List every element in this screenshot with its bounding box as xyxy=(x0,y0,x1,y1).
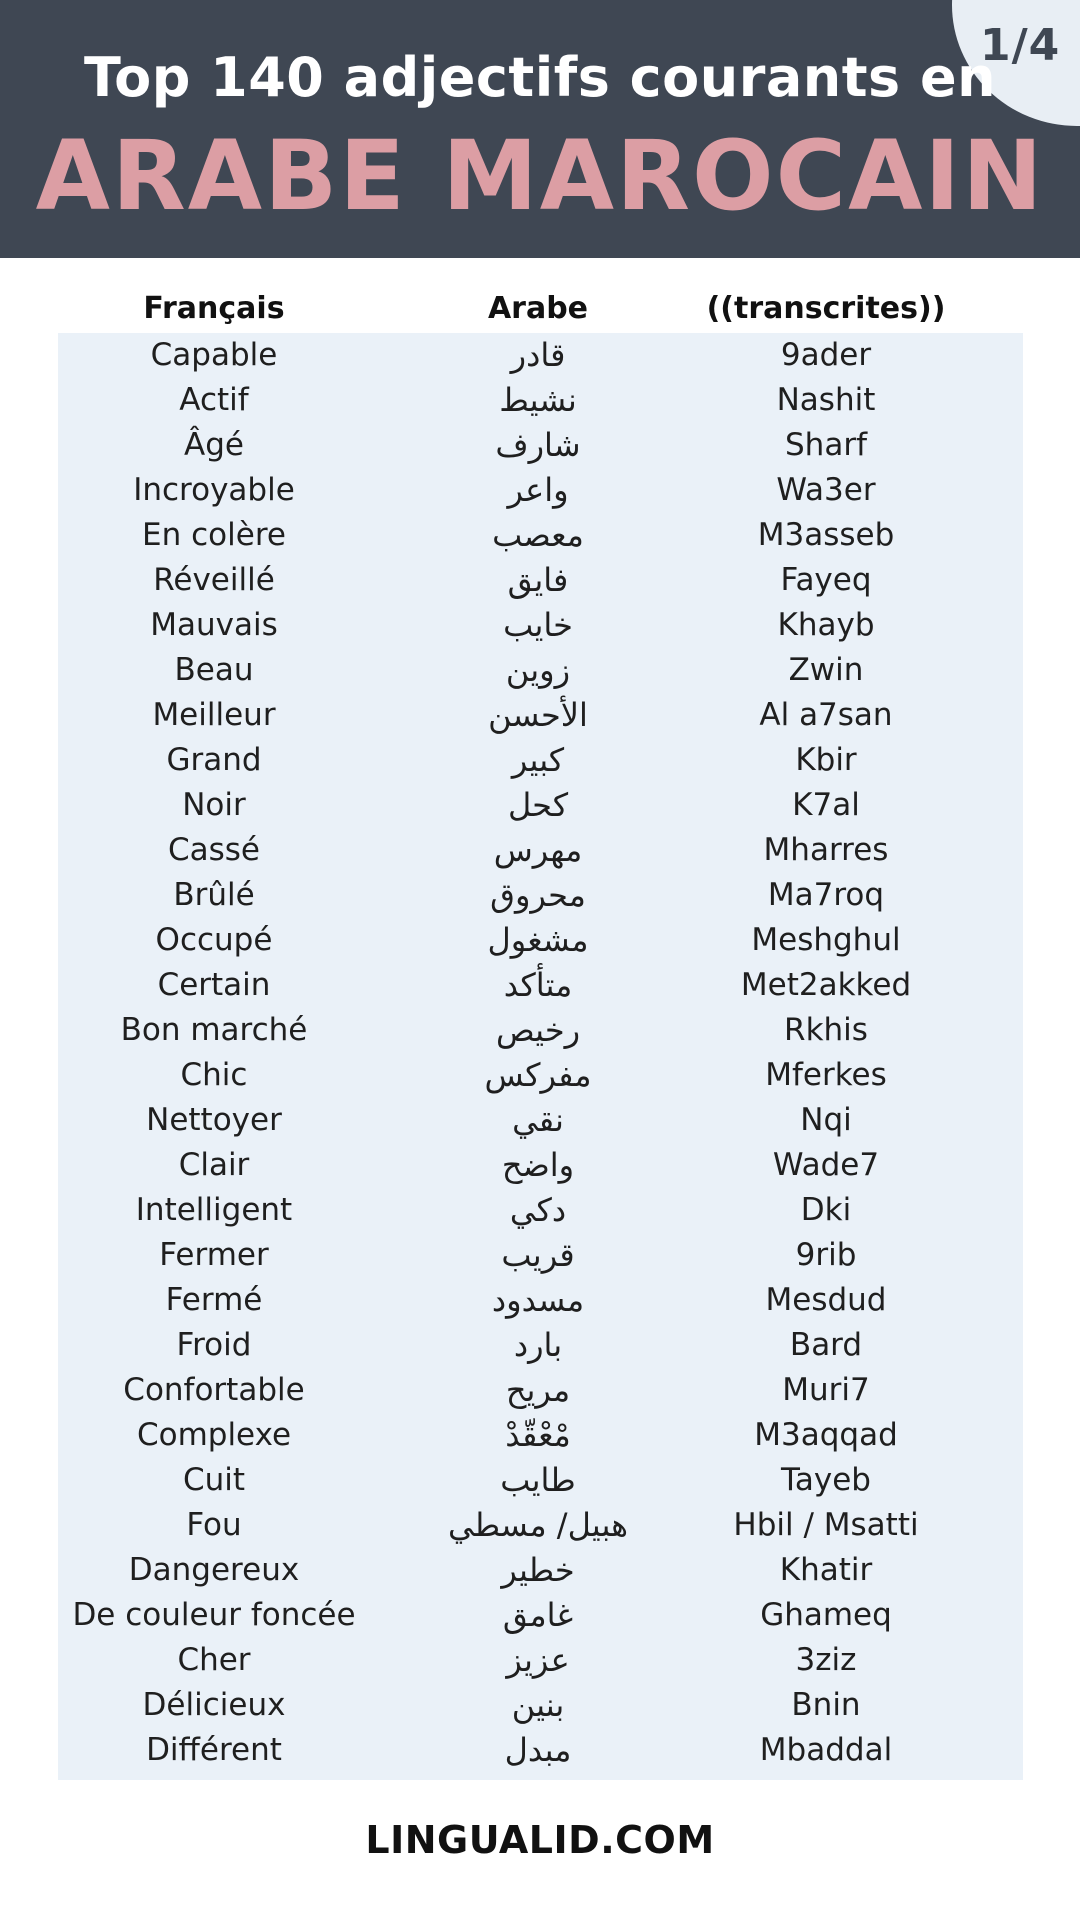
cell-francais: Incroyable xyxy=(133,472,295,508)
table-row xyxy=(0,738,1080,783)
cell-arabe: كحل xyxy=(507,786,569,824)
table-row xyxy=(0,1503,1080,1548)
cell-arabe: زوين xyxy=(505,651,571,689)
title-line-1: Top 140 adjectifs courants en xyxy=(83,46,997,109)
cell-arabe: الأحسن xyxy=(488,696,588,734)
cell-arabe: مفركس xyxy=(484,1056,592,1094)
cell-francais: Clair xyxy=(178,1147,250,1183)
cell-transcription: K7al xyxy=(792,787,860,823)
cell-arabe: قريب xyxy=(501,1236,575,1274)
table-row xyxy=(0,1323,1080,1368)
cell-arabe: عزيز xyxy=(506,1641,570,1679)
cell-francais: Cuit xyxy=(182,1462,246,1498)
cell-arabe: قادر xyxy=(510,336,566,374)
table-row xyxy=(0,1458,1080,1503)
table-row xyxy=(0,828,1080,873)
cell-arabe: طايب xyxy=(500,1461,576,1499)
cell-transcription: 9ader xyxy=(780,337,872,373)
cell-francais: Brûlé xyxy=(173,877,255,913)
table-row xyxy=(0,648,1080,693)
cell-transcription: Mferkes xyxy=(765,1057,887,1093)
cell-transcription: Mharres xyxy=(763,832,889,868)
cell-transcription: Nashit xyxy=(776,382,876,418)
table-row xyxy=(0,1683,1080,1728)
table-row xyxy=(0,1593,1080,1638)
cell-transcription: Mesdud xyxy=(765,1282,887,1318)
cell-francais: Certain xyxy=(157,967,271,1003)
table-row xyxy=(0,378,1080,423)
cell-transcription: Ghameq xyxy=(760,1597,892,1633)
footer-site-name: LINGUALID.COM xyxy=(365,1818,715,1862)
cell-francais: Fermer xyxy=(159,1237,269,1273)
cell-francais: Fermé xyxy=(165,1282,263,1318)
table-row xyxy=(0,1368,1080,1413)
column-header-francais: Français xyxy=(143,291,285,326)
table-row xyxy=(0,963,1080,1008)
cell-arabe: مشغول xyxy=(487,921,589,959)
cell-francais: Nettoyer xyxy=(146,1102,282,1138)
table-row xyxy=(0,1143,1080,1188)
cell-arabe: محروق xyxy=(490,876,586,914)
title-line-2: ARABE MAROCAIN xyxy=(35,120,1045,232)
cell-francais: Cher xyxy=(177,1642,251,1678)
table-row xyxy=(0,1188,1080,1233)
cell-francais: Différent xyxy=(146,1732,282,1768)
cell-francais: Dangereux xyxy=(128,1552,300,1588)
cell-francais: Mauvais xyxy=(150,607,278,643)
cell-transcription: Bnin xyxy=(791,1687,861,1723)
table-row xyxy=(0,693,1080,738)
cell-arabe: واضح xyxy=(501,1146,575,1184)
cell-arabe: هبيل/ مسطي xyxy=(448,1506,628,1544)
cell-francais: Bon marché xyxy=(120,1012,308,1048)
cell-transcription: Khayb xyxy=(777,607,875,643)
page-indicator: 1/4 xyxy=(980,20,1061,71)
table-row xyxy=(0,603,1080,648)
cell-francais: Délicieux xyxy=(142,1687,286,1723)
cell-transcription: Zwin xyxy=(788,652,864,688)
cell-arabe: معصب xyxy=(492,516,584,554)
cell-arabe: خايب xyxy=(503,606,573,644)
table-row xyxy=(0,423,1080,468)
table-row xyxy=(0,1548,1080,1593)
table-row xyxy=(0,513,1080,558)
column-header-arabe: Arabe xyxy=(487,291,589,326)
cell-arabe: غامق xyxy=(502,1596,574,1634)
cell-arabe: واعر xyxy=(507,471,569,509)
cell-transcription: Ma7roq xyxy=(767,877,885,913)
cell-transcription: 9rib xyxy=(795,1237,857,1273)
cell-arabe: خطير xyxy=(501,1551,575,1589)
cell-transcription: Dki xyxy=(800,1192,852,1228)
cell-francais: Capable xyxy=(150,337,278,373)
cell-transcription: Kbir xyxy=(795,742,857,778)
cell-francais: Chic xyxy=(180,1057,248,1093)
cell-transcription: M3aqqad xyxy=(754,1417,898,1453)
column-header-transcrites: ((transcrites)) xyxy=(706,291,946,326)
cell-francais: Réveillé xyxy=(153,562,275,598)
cell-francais: De couleur foncée xyxy=(72,1597,356,1633)
cell-arabe: مريح xyxy=(505,1371,571,1409)
cell-transcription: Wade7 xyxy=(772,1147,880,1183)
table-row xyxy=(0,1278,1080,1323)
cell-arabe: شارف xyxy=(495,426,581,464)
cell-transcription: Bard xyxy=(789,1327,863,1363)
cell-francais: Noir xyxy=(182,787,246,823)
cell-transcription: Khatir xyxy=(779,1552,873,1588)
table-row xyxy=(0,918,1080,963)
table-row xyxy=(0,873,1080,918)
cell-transcription: Fayeq xyxy=(780,562,872,598)
cell-francais: Intelligent xyxy=(135,1192,293,1228)
cell-arabe: مبدل xyxy=(504,1731,572,1769)
cell-transcription: Met2akked xyxy=(740,967,912,1003)
table-row xyxy=(0,468,1080,513)
table-row xyxy=(0,333,1080,378)
cell-francais: Cassé xyxy=(167,832,261,868)
table-row xyxy=(0,1008,1080,1053)
cell-transcription: Al a7san xyxy=(759,697,893,733)
cell-arabe: نقي xyxy=(512,1101,564,1139)
cell-francais: Complexe xyxy=(136,1417,292,1453)
cell-transcription: Hbil / Msatti xyxy=(733,1507,919,1543)
cell-transcription: Meshghul xyxy=(751,922,901,958)
cell-arabe: متأكد xyxy=(503,966,573,1004)
cell-francais: Grand xyxy=(166,742,262,778)
cell-transcription: Wa3er xyxy=(776,472,876,508)
cell-arabe: نشيط xyxy=(499,381,577,419)
cell-arabe: فايق xyxy=(507,561,569,599)
cell-transcription: Rkhis xyxy=(784,1012,868,1048)
cell-transcription: Mbaddal xyxy=(759,1732,893,1768)
table-row xyxy=(0,558,1080,603)
cell-transcription: Muri7 xyxy=(782,1372,870,1408)
cell-transcription: Nqi xyxy=(800,1102,852,1138)
table-row xyxy=(0,1638,1080,1683)
cell-arabe: مهرس xyxy=(493,831,583,869)
cell-arabe: مسدود xyxy=(491,1281,585,1319)
cell-transcription: M3asseb xyxy=(757,517,895,553)
cell-arabe: بنين xyxy=(511,1686,565,1724)
table-row xyxy=(0,1413,1080,1458)
cell-arabe: كبير xyxy=(511,741,565,779)
cell-francais: Beau xyxy=(174,652,254,688)
cell-francais: Meilleur xyxy=(152,697,276,733)
cell-arabe: دكي xyxy=(509,1191,567,1229)
cell-transcription: 3ziz xyxy=(795,1642,857,1678)
cell-francais: Confortable xyxy=(123,1372,305,1408)
cell-francais: Âgé xyxy=(184,427,244,463)
cell-arabe: مْعْقّدْ xyxy=(505,1416,571,1454)
cell-arabe: رخيص xyxy=(495,1011,581,1049)
table-row xyxy=(0,1053,1080,1098)
table-row xyxy=(0,1098,1080,1143)
vocabulary-table xyxy=(0,285,1080,1773)
cell-francais: Occupé xyxy=(155,922,273,958)
table-header-row xyxy=(0,285,1080,333)
cell-francais: En colère xyxy=(142,517,286,553)
table-row xyxy=(0,1233,1080,1278)
table-row xyxy=(0,783,1080,828)
cell-francais: Froid xyxy=(176,1327,252,1363)
cell-francais: Actif xyxy=(179,382,249,418)
cell-francais: Fou xyxy=(186,1507,242,1543)
table-row xyxy=(0,1728,1080,1773)
cell-transcription: Sharf xyxy=(785,427,867,463)
cell-transcription: Tayeb xyxy=(781,1462,871,1498)
header-banner xyxy=(0,0,1080,258)
cell-arabe: بارد xyxy=(513,1326,563,1364)
